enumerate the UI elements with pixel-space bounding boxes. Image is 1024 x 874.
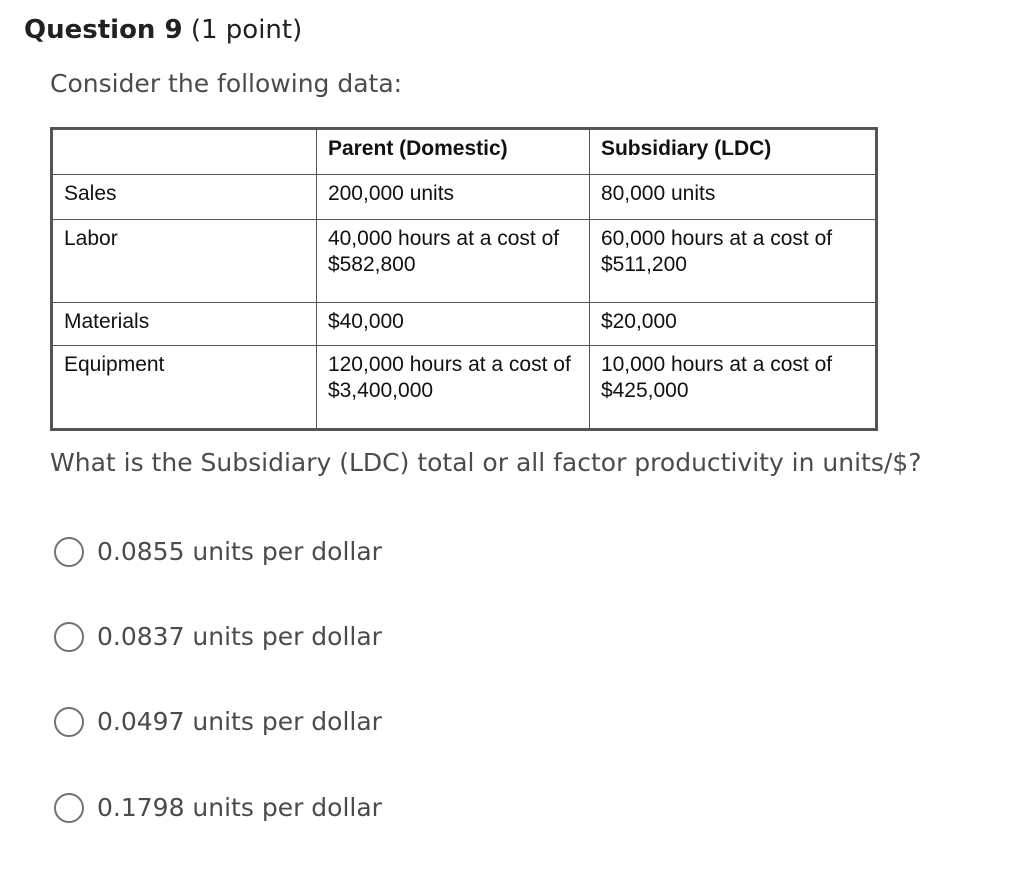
radio-circle-icon[interactable] xyxy=(54,793,84,823)
answer-choice-3[interactable] xyxy=(54,704,382,740)
question-number: Question 9 xyxy=(24,15,183,45)
answer-choice-label[interactable]: 0.0497 units per dollar xyxy=(97,707,382,736)
radio-circle-icon[interactable] xyxy=(54,622,84,652)
table-cell: 80,000 units xyxy=(589,175,876,219)
table-row xyxy=(52,346,877,430)
table-cell: $20,000 xyxy=(589,302,876,345)
table-cell: 40,000 hours at a cost of $582,800 xyxy=(316,219,589,302)
question-points: (1 point) xyxy=(190,15,303,45)
table-cell: $40,000 xyxy=(316,302,589,345)
table-row-label: Sales xyxy=(52,175,317,219)
answer-choice-4[interactable] xyxy=(54,790,382,826)
question-prompt: What is the Subsidiary (LDC) total or all factor productivity in units/$? xyxy=(50,448,922,477)
answer-choice-2[interactable] xyxy=(54,619,382,655)
answer-choice-label[interactable]: 0.0855 units per dollar xyxy=(97,537,382,566)
table-header-row xyxy=(52,129,877,175)
radio-circle-icon[interactable] xyxy=(54,707,84,737)
table-row xyxy=(52,219,877,302)
table-cell: 200,000 units xyxy=(316,175,589,219)
table-cell: 60,000 hours at a cost of $511,200 xyxy=(589,219,876,302)
table-row-label: Labor xyxy=(52,219,317,302)
table-row-label: Equipment xyxy=(52,346,317,430)
table-row xyxy=(52,302,877,345)
question-header xyxy=(24,12,302,48)
table-cell: 120,000 hours at a cost of $3,400,000 xyxy=(316,346,589,430)
data-table xyxy=(50,127,878,431)
radio-circle-icon[interactable] xyxy=(54,537,84,567)
answer-choice-1[interactable] xyxy=(54,534,382,570)
question-intro: Consider the following data: xyxy=(50,69,403,98)
table-header-cell xyxy=(52,129,317,175)
table-cell: 10,000 hours at a cost of $425,000 xyxy=(589,346,876,430)
table-header-cell: Parent (Domestic) xyxy=(316,129,589,175)
table-row xyxy=(52,175,877,219)
table-header-cell: Subsidiary (LDC) xyxy=(589,129,876,175)
table-row-label: Materials xyxy=(52,302,317,345)
answer-choice-label[interactable]: 0.0837 units per dollar xyxy=(97,622,382,651)
answer-choice-label[interactable]: 0.1798 units per dollar xyxy=(97,793,382,822)
